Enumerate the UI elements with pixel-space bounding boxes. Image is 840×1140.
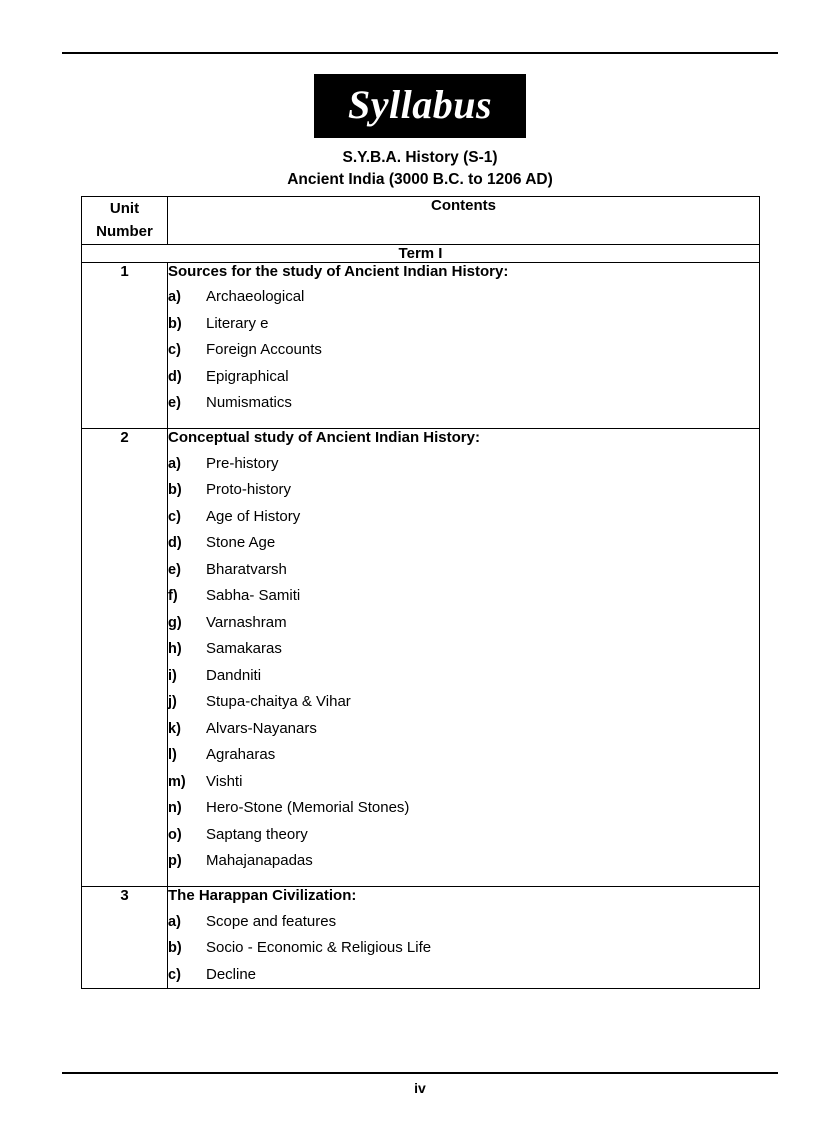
item-text: Mahajanapadas [206,852,313,869]
list-item [168,908,759,935]
list-item [168,609,759,636]
syllabus-banner: Syllabus [314,74,526,138]
course-title-line: Ancient India (3000 B.C. to 1206 AD) [287,171,553,189]
item-text: Pre-history [206,454,279,472]
table-row [82,262,760,429]
list-item [168,821,759,848]
title-block [0,74,840,192]
item-marker: d) [168,368,182,385]
header-unit-line1: Unit [109,200,140,217]
item-marker: h) [168,641,182,657]
list-item [168,662,759,689]
list-item [168,689,759,716]
item-marker: a) [168,913,181,930]
unit-spacer [168,874,759,886]
item-text: Stupa-chaitya & Vihar [206,693,351,710]
footer-rule [62,1072,778,1074]
list-item [168,477,759,504]
header-rule [62,52,778,54]
item-text: Decline [206,965,257,983]
item-marker: b) [168,940,182,956]
item-text: Proto-history [206,481,292,498]
item-text: Alvars-Nayanars [206,719,317,737]
unit-heading: The Harappan Civilization: [168,887,357,904]
list-item [168,503,759,530]
list-item [168,450,759,477]
item-text: Foreign Accounts [206,341,322,358]
list-item [168,556,759,583]
list-item [168,337,759,364]
item-marker: a) [168,455,181,472]
item-text: Epigraphical [206,367,289,385]
unit-item-list [168,908,759,988]
list-item [168,363,759,390]
item-marker: b) [168,315,182,332]
item-text: Agraharas [206,746,276,763]
item-text: Stone Age [206,534,276,551]
item-text: Saptang theory [206,825,308,843]
item-text: Literary e [206,314,269,332]
item-marker: c) [168,966,181,983]
header-unit-line2: Number [96,223,153,241]
item-marker: n) [168,800,182,816]
list-item [168,935,759,962]
syllabus-table [81,196,760,989]
list-item [168,284,759,311]
list-item [168,636,759,663]
unit-number: 2 [82,429,168,887]
item-text: Hero-Stone (Memorial Stones) [206,799,410,816]
item-marker: e) [168,561,181,578]
unit-item-list [168,284,759,417]
term-row [82,244,760,262]
unit-heading: Sources for the study of Ancient Indian History: [168,262,509,280]
header-unit-number [82,197,168,245]
list-item [168,310,759,337]
course-code-line: S.Y.B.A. History (S-1) [342,149,498,166]
table-row [82,429,760,887]
list-item [168,715,759,742]
table-header-row [82,197,760,245]
item-marker: d) [168,535,182,551]
item-marker: c) [168,508,181,525]
item-text: Bharatvarsh [206,560,287,578]
list-item [168,848,759,875]
item-text: Varnashram [206,613,287,631]
item-marker: e) [168,395,181,411]
unit-contents [168,429,760,887]
item-marker: c) [168,342,181,358]
header-contents: Contents [168,197,760,245]
item-text: Vishti [206,772,243,790]
item-marker: o) [168,826,182,843]
item-marker: k) [168,720,181,737]
unit-contents [168,887,760,989]
table-row [82,887,760,989]
course-subtitle [0,147,840,192]
item-marker: m) [168,773,186,790]
unit-contents [168,262,760,429]
unit-number: 1 [82,262,168,429]
item-text: Archaeological [206,288,305,305]
unit-spacer [168,416,759,428]
item-marker: b) [168,482,182,498]
item-marker: i) [168,667,177,684]
unit-heading: Conceptual study of Ancient Indian History: [168,429,480,446]
item-text: Scope and features [206,912,337,930]
unit-number: 3 [82,887,168,989]
item-text: Dandniti [206,666,262,684]
term-label: Term I [82,244,760,262]
item-marker: g) [168,614,182,631]
item-text: Socio - Economic & Religious Life [206,939,432,956]
item-text: Samakaras [206,640,282,657]
list-item [168,390,759,417]
list-item [168,961,759,988]
item-marker: l) [168,747,177,763]
list-item [168,768,759,795]
item-marker: a) [168,289,181,305]
unit-item-list [168,450,759,874]
list-item [168,583,759,610]
list-item [168,742,759,769]
item-text: Sabha- Samiti [206,587,301,604]
item-marker: p) [168,853,182,869]
list-item [168,530,759,557]
item-text: Age of History [206,507,301,525]
page-number: iv [414,1080,426,1096]
item-marker: f) [168,588,178,604]
item-text: Numismatics [206,394,292,411]
list-item [168,795,759,822]
item-marker: j) [168,694,177,710]
